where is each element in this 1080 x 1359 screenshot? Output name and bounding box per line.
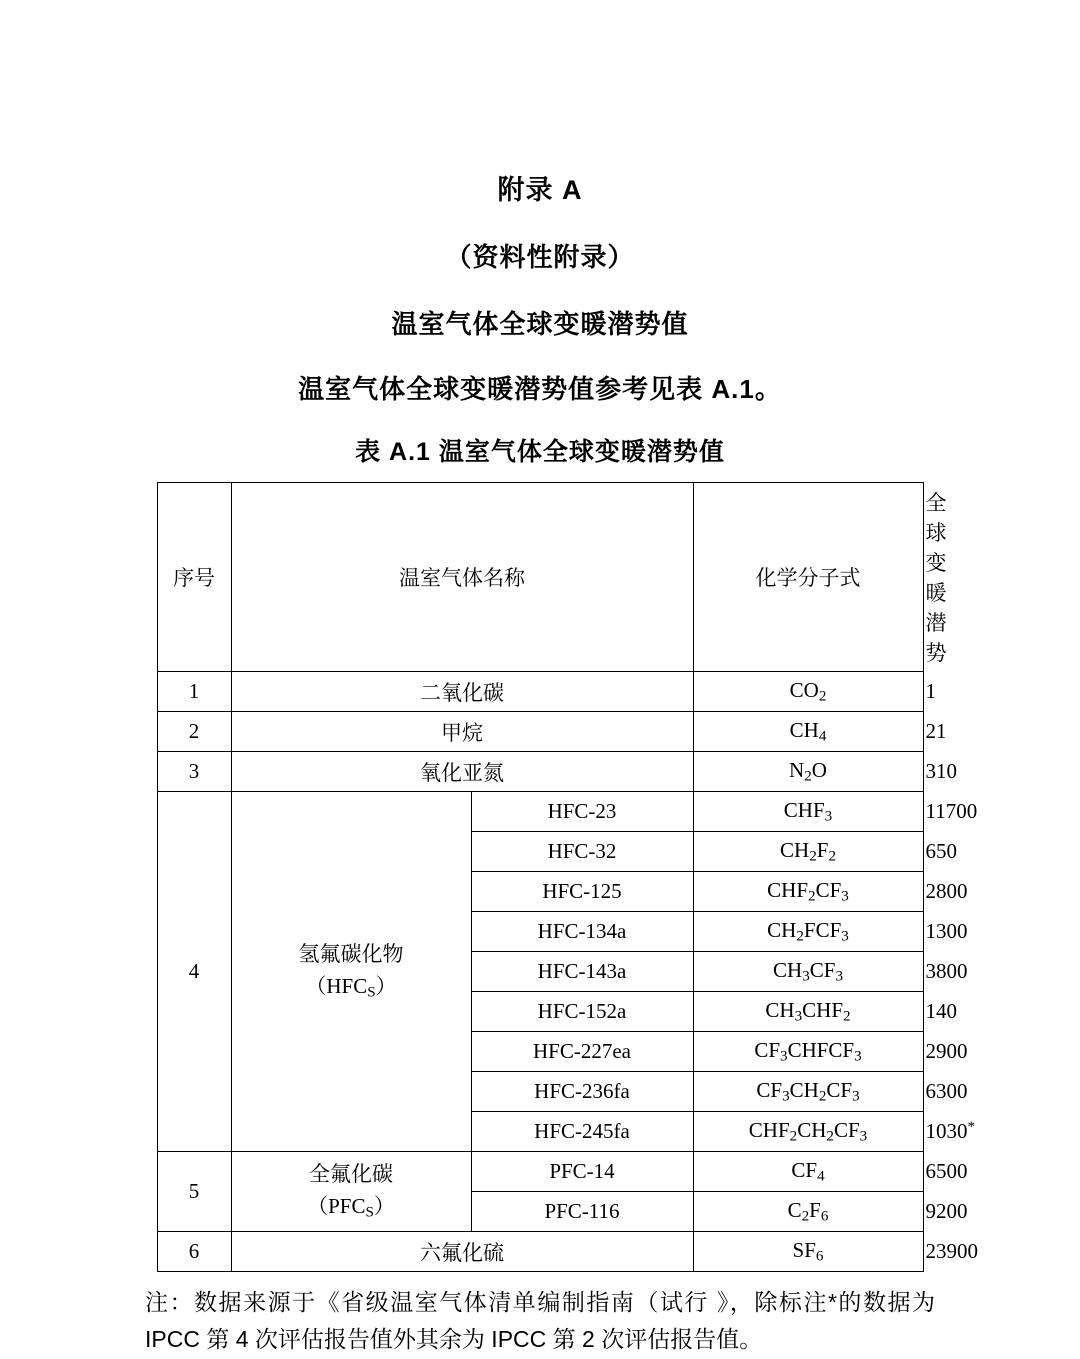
header-formula: 化学分子式 <box>693 483 923 672</box>
cell-formula: $N_2O$ <box>693 752 923 792</box>
table-caption: 表 A.1 温室气体全球变暖潜势值 <box>355 438 725 466</box>
group-label-sub: S <box>367 984 376 1001</box>
table-row: HFC-125 $CHF_2CF_3$ 2800 <box>157 872 923 912</box>
cell-formula: $CO_2$ <box>693 672 923 712</box>
cell-name: 甲烷 <box>231 712 693 752</box>
cell-subname: HFC-245fa <box>471 1112 693 1152</box>
cell-subname: HFC-227ea <box>471 1032 693 1072</box>
group-label-line2: （HFC <box>305 973 368 998</box>
table-note: 注：数据来源于《省级温室气体清单编制指南（试行 》，除标注*的数据为 IPCC 第 4 次评估报告值外其余为 IPCC 第 2 次评估报告值。 <box>145 1289 935 1353</box>
cell-subname: PFC-14 <box>471 1152 693 1192</box>
cell-formula: $SF_6$ <box>693 1232 923 1272</box>
table-row: HFC-143a $CH_3CF_3$ 3800 <box>157 952 923 992</box>
cell-no: 3 <box>157 752 231 792</box>
table-header-row: 序号 温室气体名称 化学分子式 全球变暖潜势 <box>157 483 923 672</box>
annex-title: 温室气体全球变暖潜势值 <box>391 309 689 339</box>
cell-formula: $CH_3CF_3$ <box>693 952 923 992</box>
cell-subname: HFC-125 <box>471 872 693 912</box>
table-row: 1 二氧化碳 $CO_2$ 1 <box>157 672 923 712</box>
group-label-line2: （PFC <box>307 1193 366 1218</box>
cell-formula: $CF_3CH_2CF_3$ <box>693 1072 923 1112</box>
cell-no: 6 <box>157 1232 231 1272</box>
reference-paragraph: 温室气体全球变暖潜势值参考见表 A.1。 <box>298 374 782 404</box>
cell-no: 1 <box>157 672 231 712</box>
cell-name: 六氟化硫 <box>231 1232 693 1272</box>
cell-formula: $CH_2F_2$ <box>693 832 923 872</box>
group-label-line1: 氢氟碳化物 <box>298 942 404 967</box>
cell-group-label-pfc <box>231 1152 471 1232</box>
cell-no: 2 <box>157 712 231 752</box>
cell-name: 二氧化碳 <box>231 672 693 712</box>
annex-heading: 附录 A <box>497 175 583 205</box>
cell-subname: PFC-116 <box>471 1192 693 1232</box>
cell-subname: HFC-152a <box>471 992 693 1032</box>
cell-name: 氧化亚氮 <box>231 752 693 792</box>
table-row: HFC-152a $CH_3CHF_2$ 140 <box>157 992 923 1032</box>
cell-subname: HFC-32 <box>471 832 693 872</box>
cell-formula: $CF_4$ <box>693 1152 923 1192</box>
table-row: PFC-116 $C_2F_6$ 9200 <box>157 1192 923 1232</box>
cell-formula: $CF_3CHFCF_3$ <box>693 1032 923 1072</box>
table-row: 5 全氟化碳 $(PFC_S)$ PFC-14 $CF_4$ 6500 <box>157 1152 923 1192</box>
document-page <box>0 168 1080 1353</box>
cell-subname: HFC-143a <box>471 952 693 992</box>
table-row: 3 氧化亚氮 $N_2O$ 310 <box>157 752 923 792</box>
group-label-line3: ） <box>375 973 397 998</box>
cell-formula: $CH_2FCF_3$ <box>693 912 923 952</box>
group-label-line3: ） <box>373 1193 395 1218</box>
header-name: 温室气体名称 <box>231 483 693 672</box>
cell-formula: $CHF_2CF_3$ <box>693 872 923 912</box>
header-no: 序号 <box>157 483 231 672</box>
table-row: HFC-227ea $CF_3CHFCF_3$ 2900 <box>157 1032 923 1072</box>
table-row: 4 氢氟碳化物 $(HFC_S)$ HFC-23 $CHF_3$ 11700 <box>157 792 923 832</box>
cell-formula: $C_2F_6$ <box>693 1192 923 1232</box>
table-row: 6 六氟化硫 $SF_6$ 23900 <box>157 1232 923 1272</box>
group-label-line1: 全氟化碳 <box>309 1162 393 1187</box>
table-row: 2 甲烷 $CH_4$ 21 <box>157 712 923 752</box>
cell-subname: HFC-134a <box>471 912 693 952</box>
table-row: HFC-245fa $CHF_2CH_2CF_3$ 1030* <box>157 1112 923 1152</box>
group-label-sub: S <box>365 1204 374 1221</box>
cell-formula: $CH_3CHF_2$ <box>693 992 923 1032</box>
cell-formula: $CHF_2CH_2CF_3$ <box>693 1112 923 1152</box>
cell-subname: HFC-23 <box>471 792 693 832</box>
cell-no-hfc: 4 <box>157 792 231 1152</box>
cell-formula: $CHF_3$ <box>693 792 923 832</box>
cell-formula: $CH_4$ <box>693 712 923 752</box>
cell-no-pfc: 5 <box>157 1152 231 1232</box>
table-row: HFC-236fa $CF_3CH_2CF_3$ 6300 <box>157 1072 923 1112</box>
gwp-table <box>157 482 978 1272</box>
cell-group-label-hfc <box>231 792 471 1152</box>
annex-subheading: （资料性附录） <box>445 242 635 272</box>
cell-subname: HFC-236fa <box>471 1072 693 1112</box>
table-row: HFC-32 $CH_2F_2$ 650 <box>157 832 923 872</box>
table-row: HFC-134a $CH_2FCF_3$ 1300 <box>157 912 923 952</box>
